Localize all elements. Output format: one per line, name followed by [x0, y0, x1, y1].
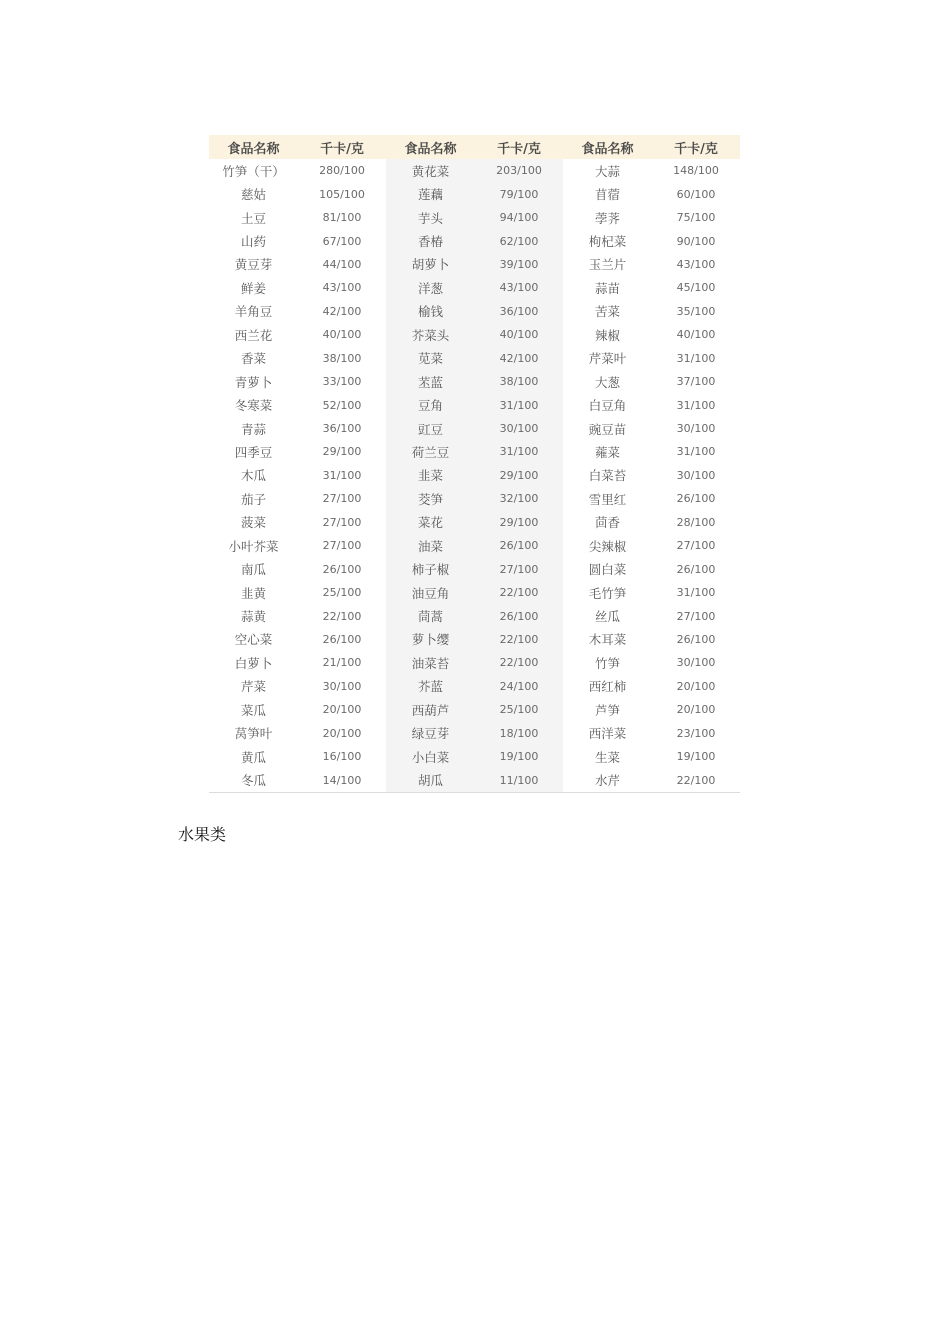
food-name-cell: 西红柿: [588, 679, 627, 695]
food-name-cell: 生菜: [594, 749, 620, 765]
kcal-cell: 30/100: [676, 422, 716, 436]
kcal-cell: 29/100: [322, 445, 362, 459]
food-name-cell: 绿豆芽: [386, 722, 475, 745]
calorie-table: [209, 135, 740, 793]
kcal-cell: 30/100: [475, 417, 563, 440]
food-name-cell: 莲藕: [386, 182, 475, 205]
food-name-cell: 芹菜: [240, 679, 266, 695]
table-row: [209, 581, 740, 604]
table-row: [209, 604, 740, 627]
kcal-cell: 26/100: [322, 562, 362, 576]
kcal-cell: 35/100: [676, 304, 716, 318]
food-name-cell: 蒜黄: [240, 609, 266, 625]
kcal-cell: 26/100: [676, 562, 716, 576]
food-name-cell: 茭笋: [386, 487, 475, 510]
food-name-cell: 水芹: [563, 768, 652, 792]
food-name-cell: 茴香: [594, 515, 620, 531]
table-row: [209, 464, 740, 487]
kcal-cell: 32/100: [475, 487, 563, 510]
kcal-cell: 25/100: [475, 698, 563, 721]
kcal-cell: 203/100: [475, 159, 563, 182]
food-name-cell: 胡瓜: [386, 768, 475, 792]
food-name-cell: 冬瓜: [209, 768, 298, 792]
food-name-cell: 莴笋叶: [234, 726, 273, 742]
kcal-cell: 31/100: [676, 351, 716, 365]
table-row: [209, 745, 740, 768]
food-name-cell: 蒜苗: [594, 280, 620, 296]
section-label-fruits: 水果类: [178, 825, 227, 844]
kcal-cell: 29/100: [475, 464, 563, 487]
food-name-cell: 空心菜: [234, 632, 273, 648]
kcal-cell: 26/100: [676, 632, 716, 646]
vegetable-calorie-table: [209, 135, 740, 793]
kcal-cell: 67/100: [322, 234, 362, 248]
kcal-cell: 33/100: [322, 375, 362, 389]
food-name-cell: 荷兰豆: [386, 440, 475, 463]
table-row: [209, 675, 740, 698]
food-name-cell: 毛竹笋: [588, 585, 627, 601]
kcal-cell: 42/100: [475, 347, 563, 370]
kcal-cell: 29/100: [475, 511, 563, 534]
table-row: [209, 182, 740, 205]
kcal-cell: 44/100: [322, 257, 362, 271]
table-row: [209, 159, 740, 182]
kcal-cell: 18/100: [475, 722, 563, 745]
kcal-cell: 40/100: [676, 328, 716, 342]
header-row: [209, 135, 740, 159]
kcal-cell: 280/100: [319, 164, 365, 178]
kcal-cell: 31/100: [676, 586, 716, 600]
kcal-cell: 90/100: [676, 234, 716, 248]
kcal-cell: 26/100: [676, 492, 716, 506]
table-row: [209, 323, 740, 346]
kcal-cell: 22/100: [652, 768, 740, 792]
kcal-cell: 22/100: [475, 651, 563, 674]
kcal-cell: 62/100: [475, 229, 563, 252]
table-row: [209, 722, 740, 745]
table-row: [209, 487, 740, 510]
food-name-cell: 豌豆苗: [588, 421, 627, 437]
kcal-cell: 105/100: [319, 187, 365, 201]
food-name-cell: 西兰花: [234, 327, 273, 343]
table-row: [209, 628, 740, 651]
food-name-cell: 慈姑: [240, 187, 266, 203]
kcal-cell: 22/100: [475, 581, 563, 604]
food-name-cell: 小叶芥菜: [228, 538, 279, 554]
kcal-cell: 28/100: [676, 515, 716, 529]
kcal-cell: 38/100: [475, 370, 563, 393]
table-row: [209, 698, 740, 721]
food-name-cell: 竹笋（干）: [222, 163, 285, 179]
table-row: [209, 253, 740, 276]
food-name-cell: 芥菜头: [386, 323, 475, 346]
kcal-cell: 39/100: [475, 253, 563, 276]
kcal-cell: 27/100: [322, 515, 362, 529]
table-row: [209, 300, 740, 323]
food-name-cell: 圆白菜: [588, 562, 627, 578]
kcal-cell: 31/100: [475, 440, 563, 463]
food-name-cell: 大蒜: [594, 163, 620, 179]
food-name-cell: 鲜姜: [240, 280, 266, 296]
table-row: [209, 768, 740, 792]
kcal-cell: 20/100: [676, 679, 716, 693]
kcal-cell: 24/100: [475, 675, 563, 698]
food-name-cell: 雪里红: [588, 491, 627, 507]
kcal-cell: 43/100: [322, 281, 362, 295]
food-name-cell: 蕹菜: [594, 444, 620, 460]
food-name-cell: 小白菜: [386, 745, 475, 768]
kcal-cell: 23/100: [676, 726, 716, 740]
food-name-cell: 芹菜叶: [588, 351, 627, 367]
food-name-cell: 萝卜缨: [386, 628, 475, 651]
kcal-cell: 20/100: [322, 726, 362, 740]
food-name-cell: 苦菜: [594, 304, 620, 320]
header-food-name-1: 食品名称: [209, 135, 298, 159]
table-body: [209, 159, 740, 792]
food-name-cell: 辣椒: [594, 327, 620, 343]
table-row: [209, 511, 740, 534]
kcal-cell: 20/100: [676, 703, 716, 717]
table-row: [209, 534, 740, 557]
food-name-cell: 苋菜: [386, 347, 475, 370]
kcal-cell: 22/100: [322, 609, 362, 623]
food-name-cell: 菜瓜: [240, 702, 266, 718]
food-name-cell: 山药: [240, 234, 266, 250]
food-name-cell: 香菜: [240, 351, 266, 367]
table-row: [209, 557, 740, 580]
food-name-cell: 茄子: [240, 491, 266, 507]
food-name-cell: 白萝卜: [234, 655, 273, 671]
table-row: [209, 206, 740, 229]
food-name-cell: 冬寒菜: [234, 398, 273, 414]
header-food-name-3: 食品名称: [563, 135, 652, 159]
food-name-cell: 枸杞菜: [588, 234, 627, 250]
kcal-cell: 52/100: [322, 398, 362, 412]
food-name-cell: 胡萝卜: [386, 253, 475, 276]
kcal-cell: 31/100: [676, 445, 716, 459]
food-name-cell: 菜花: [386, 511, 475, 534]
kcal-cell: 19/100: [475, 745, 563, 768]
food-name-cell: 羊角豆: [234, 304, 273, 320]
food-name-cell: 西洋菜: [588, 726, 627, 742]
kcal-cell: 26/100: [322, 632, 362, 646]
food-name-cell: 青蒜: [240, 421, 266, 437]
food-name-cell: 大葱: [594, 374, 620, 390]
kcal-cell: 45/100: [676, 281, 716, 295]
food-name-cell: 豆角: [386, 393, 475, 416]
header-kcal-2: 千卡/克: [475, 135, 563, 159]
table-row: [209, 393, 740, 416]
food-name-cell: 柿子椒: [386, 557, 475, 580]
food-name-cell: 豇豆: [386, 417, 475, 440]
food-name-cell: 芦笋: [594, 702, 620, 718]
table-row: [209, 229, 740, 252]
food-name-cell: 木耳菜: [588, 632, 627, 648]
kcal-cell: 43/100: [475, 276, 563, 299]
kcal-cell: 36/100: [475, 300, 563, 323]
food-name-cell: 白菜苔: [588, 468, 627, 484]
kcal-cell: 38/100: [322, 351, 362, 365]
kcal-cell: 42/100: [322, 304, 362, 318]
food-name-cell: 韭黄: [240, 585, 266, 601]
kcal-cell: 26/100: [475, 534, 563, 557]
kcal-cell: 94/100: [475, 206, 563, 229]
kcal-cell: 36/100: [322, 422, 362, 436]
kcal-cell: 30/100: [676, 468, 716, 482]
kcal-cell: 11/100: [475, 768, 563, 792]
kcal-cell: 19/100: [676, 750, 716, 764]
food-name-cell: 玉兰片: [588, 257, 627, 273]
food-name-cell: 土豆: [240, 210, 266, 226]
food-name-cell: 尖辣椒: [588, 538, 627, 554]
table-row: [209, 347, 740, 370]
food-name-cell: 荸荠: [594, 210, 620, 226]
food-name-cell: 黄瓜: [240, 749, 266, 765]
kcal-cell: 22/100: [475, 628, 563, 651]
kcal-cell: 31/100: [322, 468, 362, 482]
food-name-cell: 四季豆: [234, 444, 273, 460]
table-row: [209, 417, 740, 440]
header-kcal-1: 千卡/克: [298, 135, 386, 159]
food-name-cell: 芋头: [386, 206, 475, 229]
kcal-cell: 25/100: [322, 586, 362, 600]
food-name-cell: 白豆角: [588, 398, 627, 414]
kcal-cell: 21/100: [322, 656, 362, 670]
food-name-cell: 黄花菜: [386, 159, 475, 182]
table-row: [209, 440, 740, 463]
food-name-cell: 榆钱: [386, 300, 475, 323]
kcal-cell: 16/100: [322, 750, 362, 764]
kcal-cell: 14/100: [298, 768, 386, 792]
table-row: [209, 370, 740, 393]
kcal-cell: 79/100: [475, 182, 563, 205]
kcal-cell: 40/100: [475, 323, 563, 346]
food-name-cell: 茼蒿: [386, 604, 475, 627]
kcal-cell: 27/100: [475, 557, 563, 580]
kcal-cell: 43/100: [676, 257, 716, 271]
kcal-cell: 30/100: [676, 656, 716, 670]
kcal-cell: 148/100: [673, 164, 719, 178]
table-row: [209, 651, 740, 674]
kcal-cell: 30/100: [322, 679, 362, 693]
food-name-cell: 南瓜: [240, 562, 266, 578]
kcal-cell: 40/100: [322, 328, 362, 342]
food-name-cell: 黄豆芽: [234, 257, 273, 273]
food-name-cell: 菠菜: [240, 515, 266, 531]
food-name-cell: 丝瓜: [594, 609, 620, 625]
kcal-cell: 27/100: [322, 492, 362, 506]
food-name-cell: 油菜: [386, 534, 475, 557]
food-name-cell: 韭菜: [386, 464, 475, 487]
food-name-cell: 西葫芦: [386, 698, 475, 721]
food-name-cell: 洋葱: [386, 276, 475, 299]
header-food-name-2: 食品名称: [386, 135, 475, 159]
food-name-cell: 竹笋: [594, 655, 620, 671]
food-name-cell: 青萝卜: [234, 374, 273, 390]
food-name-cell: 苤蓝: [386, 370, 475, 393]
kcal-cell: 31/100: [475, 393, 563, 416]
food-name-cell: 香椿: [386, 229, 475, 252]
kcal-cell: 27/100: [676, 609, 716, 623]
food-name-cell: 苜蓿: [594, 187, 620, 203]
kcal-cell: 20/100: [322, 703, 362, 717]
header-kcal-3: 千卡/克: [652, 135, 740, 159]
food-name-cell: 油豆角: [386, 581, 475, 604]
kcal-cell: 27/100: [676, 539, 716, 553]
table-header: [209, 135, 740, 159]
food-name-cell: 油菜苔: [386, 651, 475, 674]
kcal-cell: 26/100: [475, 604, 563, 627]
food-name-cell: 芥蓝: [386, 675, 475, 698]
table-row: [209, 276, 740, 299]
kcal-cell: 27/100: [322, 539, 362, 553]
kcal-cell: 37/100: [676, 375, 716, 389]
kcal-cell: 60/100: [676, 187, 716, 201]
kcal-cell: 81/100: [322, 211, 362, 225]
kcal-cell: 75/100: [676, 211, 716, 225]
food-name-cell: 木瓜: [240, 468, 266, 484]
kcal-cell: 31/100: [676, 398, 716, 412]
